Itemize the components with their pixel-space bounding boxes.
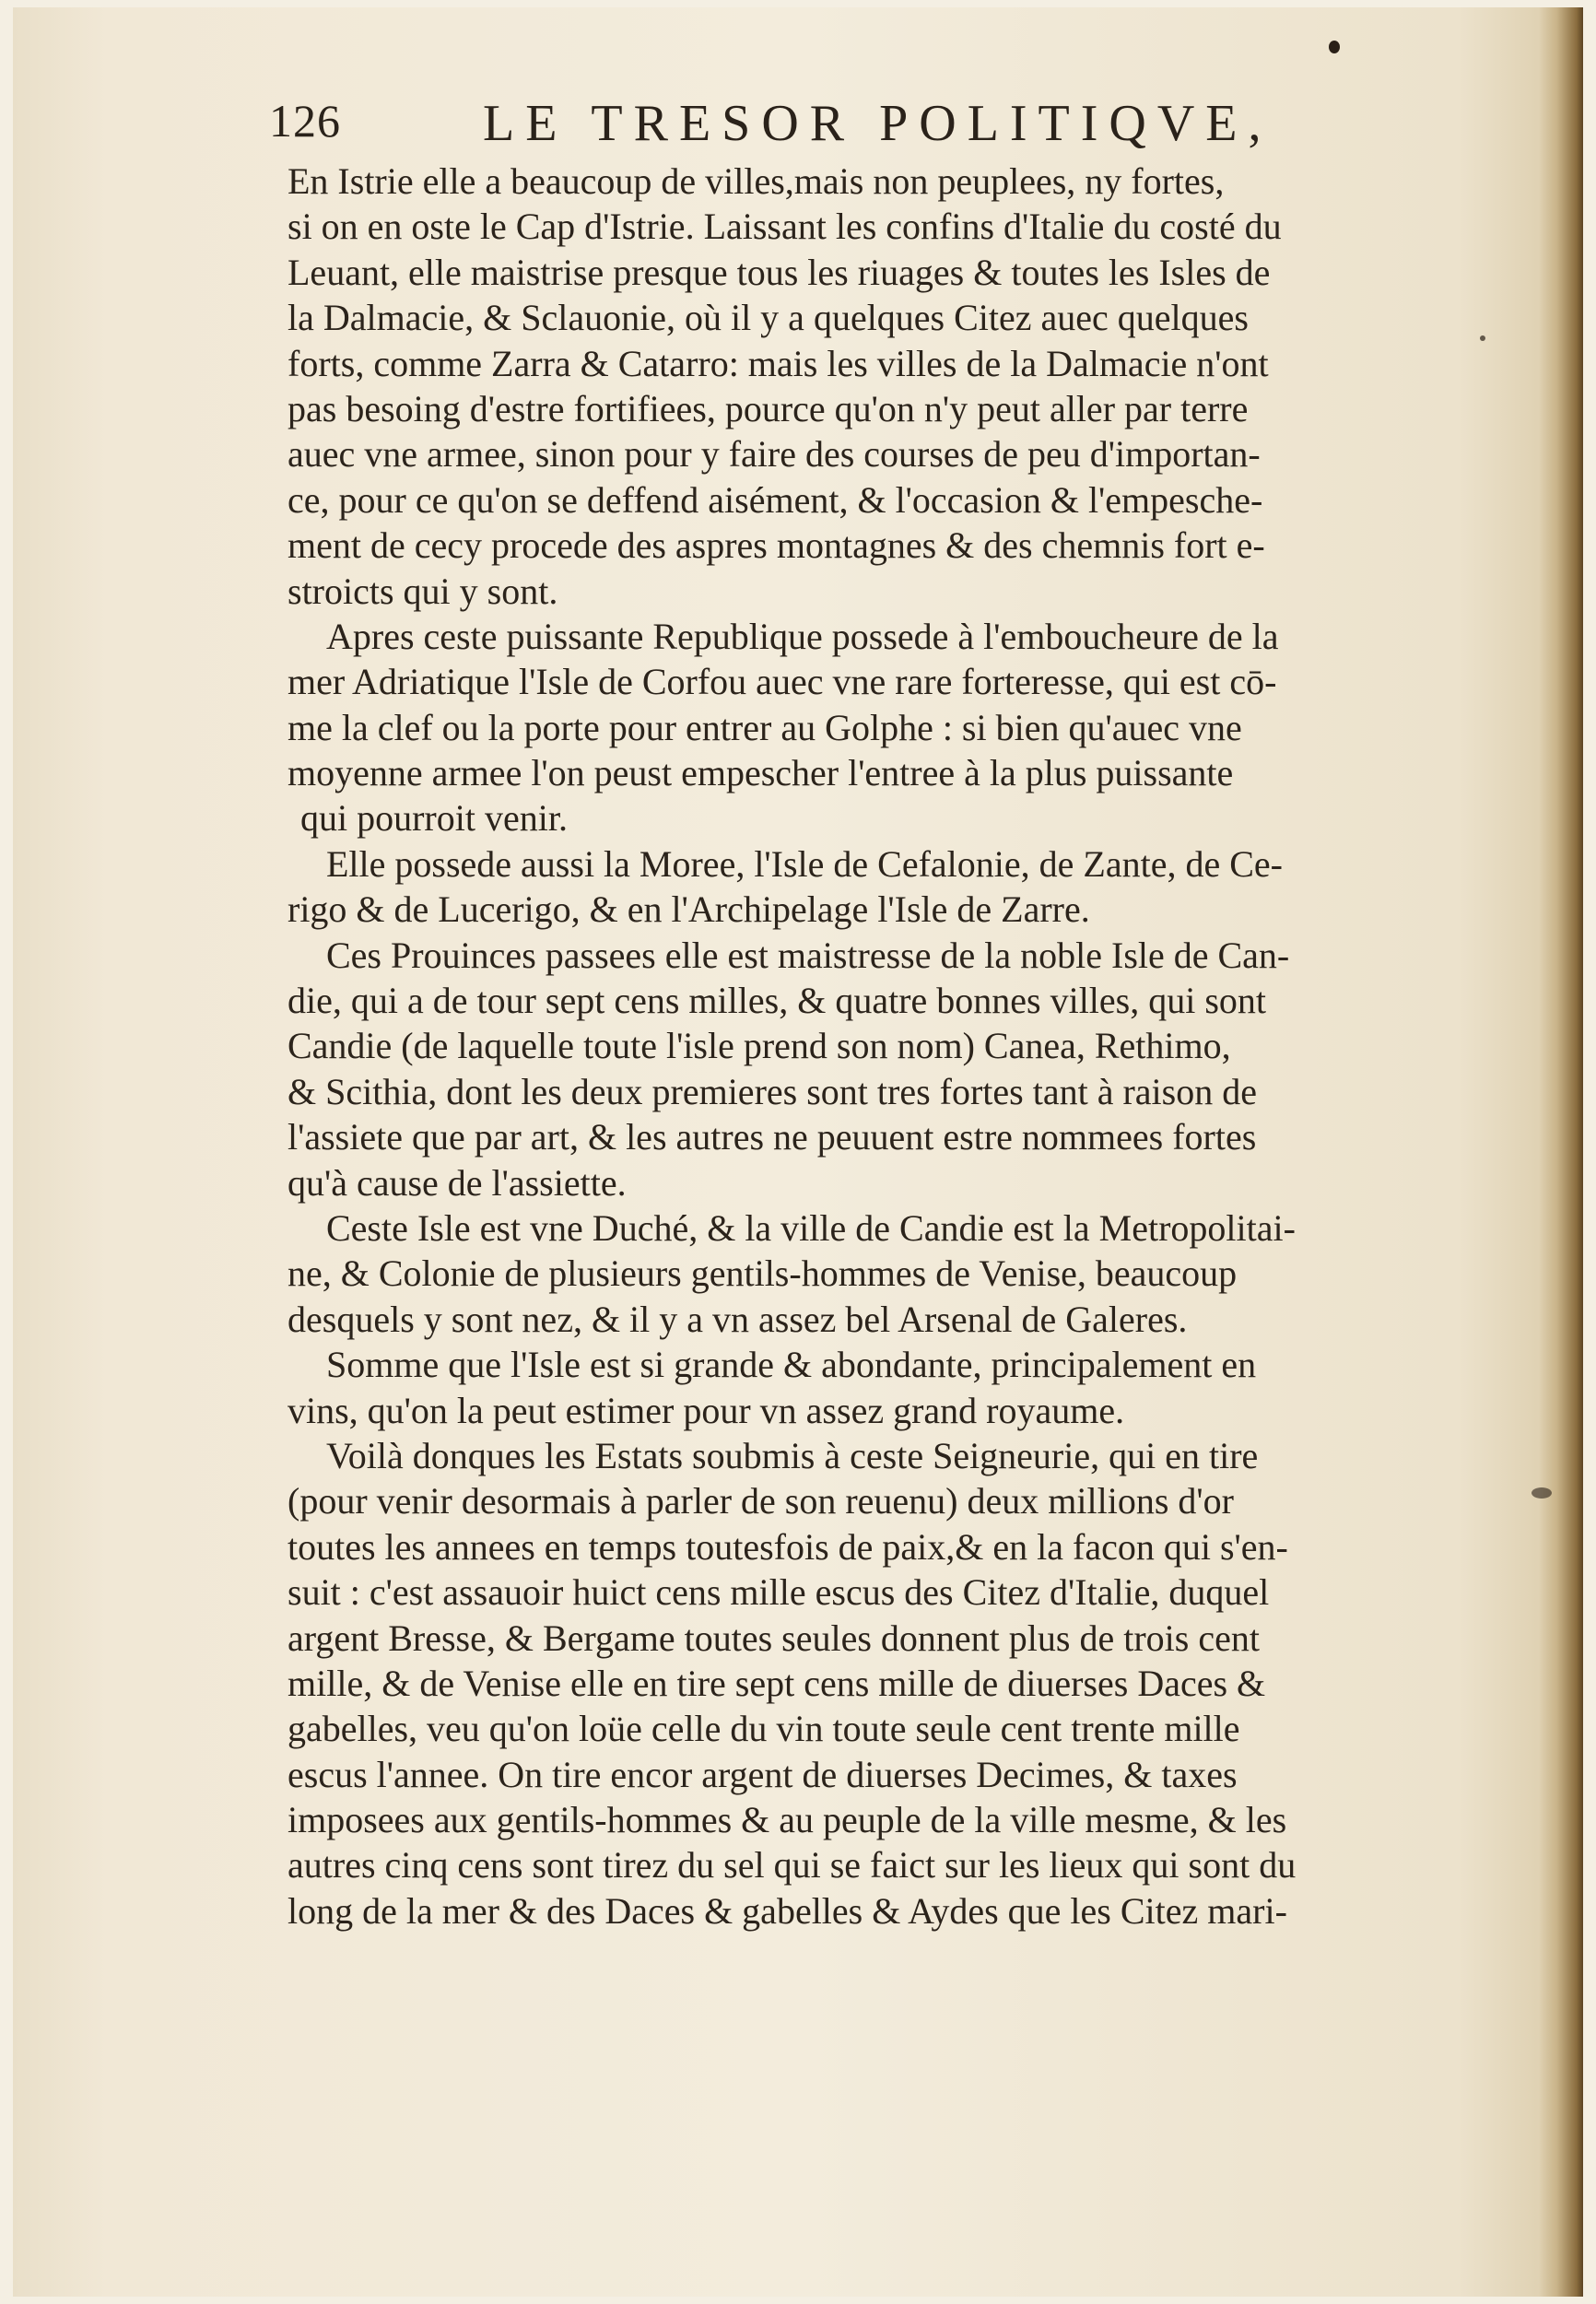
- book-page: [13, 7, 1583, 2297]
- text-line: suit : c'est assauoir huict cens mille escus des Citez d'Italie, duquel: [288, 1571, 1270, 1614]
- text-line: vins, qu'on la peut estimer pour vn assez grand royaume.: [288, 1389, 1125, 1431]
- text-line: Apres ceste puissante Republique possede à l'emboucheure de la: [326, 615, 1279, 657]
- text-line: auec vne armee, sinon pour y faire des courses de peu d'importan-: [288, 433, 1261, 476]
- text-line: si on en oste le Cap d'Istrie. Laissant les confins d'Italie du costé du: [288, 206, 1282, 248]
- text-line: desquels y sont nez, & il y a vn assez bel Arsenal de Galeres.: [288, 1298, 1188, 1340]
- running-title: LE TRESOR POLITIQVE,: [483, 95, 1273, 152]
- text-line: ce, pour ce qu'on se deffend aisément, & l'occasion & l'empesche-: [288, 478, 1263, 521]
- text-line: Leuant, elle maistrise presque tous les riuages & toutes les Isles de: [288, 251, 1271, 293]
- text-line: ne, & Colonie de plusieurs gentils-hommes de Venise, beaucoup: [288, 1252, 1238, 1295]
- text-line: toutes les annees en temps toutesfois de paix,& en la facon qui s'en-: [288, 1525, 1288, 1568]
- text-line: moyenne armee l'on peust empescher l'entree à la plus puissante: [288, 752, 1234, 794]
- text-line: l'assiete que par art, & les autres ne peuuent estre nommees fortes: [288, 1116, 1257, 1158]
- text-line: autres cinq cens sont tirez du sel qui se faict sur les lieux qui sont du: [288, 1844, 1297, 1887]
- page-header: [269, 88, 1402, 162]
- text-line: escus l'annee. On tire encor argent de diuerses Decimes, & taxes: [288, 1753, 1238, 1795]
- text-line: (pour venir desormais à parler de son reuenu) deux millions d'or: [288, 1480, 1234, 1522]
- ink-spot: [1531, 1487, 1552, 1499]
- page-number: 126: [269, 95, 341, 147]
- text-line: rigo & de Lucerigo, & en l'Archipelage l'Isle de Zarre.: [288, 888, 1090, 931]
- text-line: mille, & de Venise elle en tire sept cens mille de diuerses Daces &: [288, 1662, 1266, 1704]
- text-line: Ces Prouinces passees elle est maistresse de la noble Isle de Can-: [326, 934, 1290, 976]
- text-line: Somme que l'Isle est si grande & abondante, principalement en: [326, 1344, 1257, 1386]
- text-line: long de la mer & des Daces & gabelles & Aydes que les Citez mari-: [288, 1889, 1287, 1932]
- text-line: Ceste Isle est vne Duché, & la ville de Candie est la Metropolitai-: [326, 1206, 1296, 1249]
- text-line: die, qui a de tour sept cens milles, & quatre bonnes villes, qui sont: [288, 980, 1267, 1022]
- text-line: forts, comme Zarra & Catarro: mais les villes de la Dalmacie n'ont: [288, 342, 1269, 384]
- text-line: stroicts qui y sont.: [288, 570, 558, 612]
- text-line: Voilà donques les Estats soubmis à ceste Seigneurie, qui en tire: [326, 1434, 1259, 1476]
- body-text: [288, 159, 1428, 1934]
- text-line: & Scithia, dont les deux premieres sont tres fortes tant à raison de: [288, 1070, 1257, 1112]
- text-line: qu'à cause de l'assiette.: [288, 1161, 627, 1204]
- text-line: Elle possede aussi la Moree, l'Isle de Cefalonie, de Zante, de Ce-: [326, 842, 1283, 885]
- text-line: Candie (de laquelle toute l'isle prend son nom) Canea, Rethimo,: [288, 1025, 1231, 1067]
- page-binding-shadow: [1539, 7, 1583, 2297]
- text-line: argent Bresse, & Bergame toutes seules donnent plus de trois cent: [288, 1616, 1260, 1659]
- text-line: qui pourroit venir.: [300, 797, 568, 840]
- text-line: ment de cecy procede des aspres montagnes & des chemnis fort e-: [288, 524, 1265, 567]
- text-line: mer Adriatique l'Isle de Corfou auec vne rare forteresse, qui est cō-: [288, 661, 1277, 703]
- text-line: la Dalmacie, & Sclauonie, où il y a quelques Citez auec quelques: [288, 297, 1249, 339]
- text-line: En Istrie elle a beaucoup de villes,mais non peuplees, ny fortes,: [288, 160, 1225, 202]
- ink-spot: [1329, 41, 1340, 53]
- text-line: gabelles, veu qu'on loüe celle du vin toute seule cent trente mille: [288, 1708, 1240, 1750]
- text-line: me la clef ou la porte pour entrer au Golphe : si bien qu'auec vne: [288, 706, 1242, 748]
- text-line: imposees aux gentils-hommes & au peuple de la ville mesme, & les: [288, 1799, 1287, 1841]
- ink-spot: [1480, 335, 1485, 341]
- text-line: pas besoing d'estre fortifiees, pource qu'on n'y peut aller par terre: [288, 387, 1249, 429]
